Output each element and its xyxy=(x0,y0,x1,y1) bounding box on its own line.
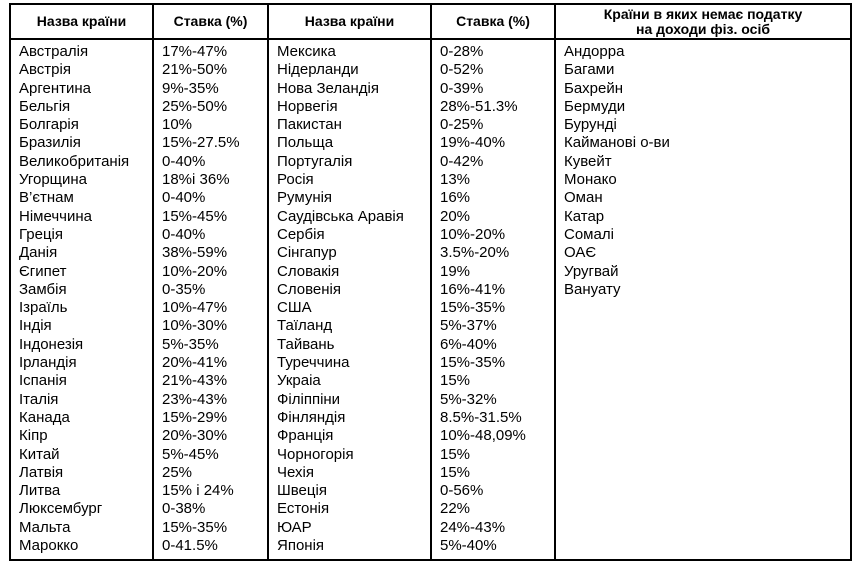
tax-rate-cell: 10%-48,09% xyxy=(440,427,526,445)
country-cell: Замбія xyxy=(19,280,67,298)
country-cell: Бурунді xyxy=(564,116,617,134)
country-cell: Нідерланди xyxy=(277,61,359,79)
country-cell: Чехія xyxy=(277,463,314,481)
country-cell: Португалія xyxy=(277,152,353,170)
header-rate-1: Ставка (%) xyxy=(153,4,268,39)
country-cell: Єгипет xyxy=(19,262,67,280)
tax-rate-cell: 20% xyxy=(440,207,471,225)
country-cell: Люксембург xyxy=(19,500,103,518)
tax-rate-cell: 15%-29% xyxy=(162,408,228,426)
country-cell: Норвегія xyxy=(277,97,338,115)
country-cell: Аргентина xyxy=(19,79,91,97)
country-cell: Греція xyxy=(19,225,64,243)
header-no-tax-line1: Країни в яких немає податку xyxy=(603,5,803,22)
tax-rate-cell: 0-56% xyxy=(440,482,484,500)
country-cell: Італія xyxy=(19,390,59,408)
tax-rate-cell: 3.5%-20% xyxy=(440,244,510,262)
country-cell: Австрія xyxy=(19,61,71,79)
tax-rate-cell: 10% xyxy=(162,116,193,134)
tax-rate-cell: 8.5%-31.5% xyxy=(440,408,522,426)
country-cell: Багами xyxy=(564,61,615,79)
country-cell: Монако xyxy=(564,171,617,189)
country-cell: Росія xyxy=(277,171,314,189)
country-cell: Нова Зеландія xyxy=(277,79,379,97)
country-cell: Оман xyxy=(564,189,603,207)
country-cell: США xyxy=(277,299,312,317)
tax-rate-cell: 0-38% xyxy=(162,500,206,518)
country-cell: Бермуди xyxy=(564,97,626,115)
header-country-2: Назва країни xyxy=(268,4,431,39)
tax-rate-cell: 10%-47% xyxy=(162,299,228,317)
tax-rate-cell: 0-25% xyxy=(440,116,484,134)
country-cell: Сербія xyxy=(277,225,325,243)
tax-rate-cell: 13% xyxy=(440,171,471,189)
country-cell: Андорра xyxy=(564,43,625,60)
country-cell: Японія xyxy=(277,537,325,555)
tax-rate-cell: 0-40% xyxy=(162,152,206,170)
country-cell: Бахрейн xyxy=(564,79,624,97)
country-cell: Таїланд xyxy=(277,317,333,335)
tax-rate-cell: 10%-20% xyxy=(440,225,506,243)
country-cell: Китай xyxy=(19,445,60,463)
tax-rate-cell: 0-40% xyxy=(162,225,206,243)
country-cell: Украіа xyxy=(277,372,321,390)
country-cell: Литва xyxy=(19,482,61,500)
tax-rate-cell: 15% xyxy=(440,445,471,463)
tax-rate-cell: 20%-30% xyxy=(162,427,228,445)
body-row xyxy=(10,39,851,560)
country-cell: Сінгапур xyxy=(277,244,337,262)
country-cell: Філіппіни xyxy=(277,390,341,408)
tax-rate-cell: 15% xyxy=(440,463,471,481)
country-cell: Ірландія xyxy=(19,354,77,372)
tax-rate-cell: 15%-35% xyxy=(162,518,228,536)
country-cell: Кайманові о-ви xyxy=(564,134,670,152)
country-cell: Болгарія xyxy=(19,116,79,134)
tax-rate-cell: 15% і 24% xyxy=(162,482,234,500)
income-tax-table xyxy=(9,3,852,561)
tax-rate-cell: 25%-50% xyxy=(162,97,228,115)
tax-rate-cell: 19% xyxy=(440,262,471,280)
header-row xyxy=(10,4,851,39)
country-cell: Бразилія xyxy=(19,134,81,152)
country-cell: ЮАР xyxy=(277,518,312,536)
header-rate-2: Ставка (%) xyxy=(431,4,555,39)
country-cell: Чорногорія xyxy=(277,445,354,463)
country-cell: Румунія xyxy=(277,189,333,207)
country-cell: Франція xyxy=(277,427,334,445)
tax-rate-cell: 23%-43% xyxy=(162,390,228,408)
country-cell: Угорщина xyxy=(19,171,88,189)
tax-rate-cell: 24%-43% xyxy=(440,518,506,536)
tax-rate-cell: 38%-59% xyxy=(162,244,228,262)
country-cell: Туреччина xyxy=(277,354,350,372)
country-cell: Індія xyxy=(19,317,52,335)
header-no-tax xyxy=(555,4,851,39)
right-rate-column xyxy=(431,39,555,560)
country-cell: Латвія xyxy=(19,463,64,481)
country-cell: Катар xyxy=(564,207,605,225)
tax-rate-cell: 10%-20% xyxy=(162,262,228,280)
country-cell: Кіпр xyxy=(19,427,48,445)
tax-rate-cell: 21%-43% xyxy=(162,372,228,390)
tax-rate-cell: 17%-47% xyxy=(162,43,228,60)
tax-rate-cell: 16% xyxy=(440,189,471,207)
tax-rate-cell: 20%-41% xyxy=(162,354,228,372)
left-country-column xyxy=(10,39,153,560)
tax-rate-cell: 0-39% xyxy=(440,79,484,97)
right-country-column xyxy=(268,39,431,560)
header-country-1: Назва країни xyxy=(10,4,153,39)
country-cell: Словакія xyxy=(277,262,340,280)
tax-rate-cell: 19%-40% xyxy=(440,134,506,152)
country-cell: Іспанія xyxy=(19,372,67,390)
tax-rate-cell: 5%-45% xyxy=(162,445,219,463)
tax-rate-cell: 5%-32% xyxy=(440,390,497,408)
tax-rate-cell: 0-52% xyxy=(440,61,484,79)
tax-rate-cell: 28%-51.3% xyxy=(440,97,518,115)
country-cell: В’єтнам xyxy=(19,189,74,207)
country-cell: Уругвай xyxy=(564,262,619,280)
country-cell: Словенія xyxy=(277,280,341,298)
country-cell: Мальта xyxy=(19,518,71,536)
tax-rate-cell: 5%-37% xyxy=(440,317,497,335)
country-cell: Ізраїль xyxy=(19,299,68,317)
header-no-tax-line2: на доходи фіз. осіб xyxy=(636,20,770,37)
country-cell: Мексика xyxy=(277,43,336,60)
country-cell: Пакистан xyxy=(277,116,342,134)
country-cell: Естонія xyxy=(277,500,330,518)
country-cell: Польща xyxy=(277,134,334,152)
country-cell: Марокко xyxy=(19,537,79,555)
country-cell: Сомалі xyxy=(564,225,614,243)
country-cell: Данія xyxy=(19,244,58,262)
tax-rate-cell: 0-28% xyxy=(440,43,484,60)
tax-rate-cell: 9%-35% xyxy=(162,79,219,97)
country-cell: Тайвань xyxy=(277,335,335,353)
country-cell: Бельгія xyxy=(19,97,71,115)
country-cell: ОАЄ xyxy=(564,244,597,262)
tax-rate-cell: 22% xyxy=(440,500,471,518)
tax-rate-cell: 18%і 36% xyxy=(162,171,230,189)
country-cell: Саудівська Аравія xyxy=(277,207,404,225)
country-cell: Вануату xyxy=(564,280,621,298)
country-cell: Канада xyxy=(19,408,70,426)
tax-rate-cell: 0-41.5% xyxy=(162,537,218,555)
tax-rate-cell: 15% xyxy=(440,372,471,390)
country-cell: Фінляндія xyxy=(277,408,346,426)
left-rate-column xyxy=(153,39,268,560)
tax-rate-cell: 10%-30% xyxy=(162,317,228,335)
tax-rate-cell: 0-35% xyxy=(162,280,206,298)
country-cell: Австралія xyxy=(19,43,89,60)
tax-rate-cell: 15%-35% xyxy=(440,354,506,372)
country-cell: Індонезія xyxy=(19,335,84,353)
no-tax-column xyxy=(555,39,851,560)
tax-rate-cell: 15%-35% xyxy=(440,299,506,317)
country-cell: Кувейт xyxy=(564,152,612,170)
tax-rate-cell: 15%-27.5% xyxy=(162,134,240,152)
tax-rate-cell: 16%-41% xyxy=(440,280,506,298)
tax-rate-cell: 0-42% xyxy=(440,152,484,170)
tax-rate-cell: 5%-35% xyxy=(162,335,219,353)
tax-rate-cell: 0-40% xyxy=(162,189,206,207)
tax-rate-cell: 25% xyxy=(162,463,193,481)
tax-rate-cell: 5%-40% xyxy=(440,537,497,555)
tax-rate-cell: 6%-40% xyxy=(440,335,497,353)
tax-rate-cell: 21%-50% xyxy=(162,61,228,79)
country-cell: Швеція xyxy=(277,482,327,500)
country-cell: Німеччина xyxy=(19,207,92,225)
country-cell: Великобританія xyxy=(19,152,130,170)
tax-rate-cell: 15%-45% xyxy=(162,207,228,225)
